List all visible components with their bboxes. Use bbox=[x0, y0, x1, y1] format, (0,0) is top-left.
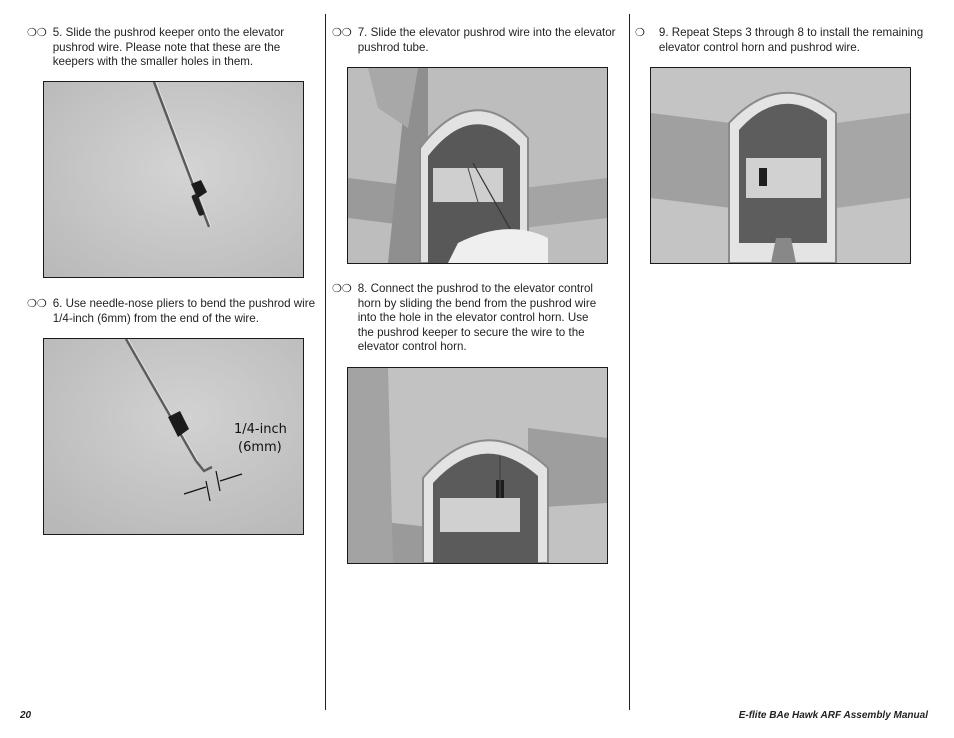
column-divider-2 bbox=[629, 14, 630, 710]
step-9-checkbox[interactable]: ❍ bbox=[635, 27, 645, 39]
callout-measure-inch: 1/4-inch bbox=[234, 422, 287, 437]
step-7-checkboxes[interactable]: ❍❍ bbox=[332, 27, 352, 39]
step-6-checkboxes[interactable]: ❍❍ bbox=[27, 298, 47, 310]
step-5-checkboxes[interactable]: ❍❍ bbox=[27, 27, 47, 39]
photo-pushrod-keeper bbox=[43, 81, 304, 278]
step-8-number: 8. bbox=[357, 282, 368, 295]
step-9-number: 9. bbox=[658, 26, 669, 39]
step-6-number: 6. bbox=[52, 297, 63, 310]
manual-title: E-flite BAe Hawk ARF Assembly Manual bbox=[738, 710, 928, 721]
step-7-number: 7. bbox=[357, 26, 368, 39]
pushrod-tube-illustration bbox=[348, 68, 607, 263]
step-9 bbox=[635, 26, 933, 55]
pushrod-keeper-illustration bbox=[44, 82, 303, 277]
step-5-number: 5. bbox=[52, 26, 63, 39]
step-5-text: Slide the pushrod keeper onto the elevator pushrod wire. Please note that these are the keepers with the smaller holes in them. bbox=[52, 26, 285, 69]
step-5 bbox=[27, 26, 312, 70]
bend-wire-illustration bbox=[44, 339, 303, 534]
photo-remaining-horn bbox=[650, 67, 911, 264]
step-6 bbox=[27, 297, 319, 326]
step-8-checkboxes[interactable]: ❍❍ bbox=[332, 283, 352, 295]
step-8-text: Connect the pushrod to the elevator control horn by sliding the bend from the pushrod wire into the hole in the elevator control horn. Use the pushrod keeper to secure the wire to the elevator control horn. bbox=[357, 282, 597, 354]
control-horn-illustration bbox=[348, 368, 607, 563]
step-8 bbox=[332, 282, 600, 355]
page-number: 20 bbox=[20, 710, 32, 721]
step-7 bbox=[332, 26, 622, 55]
step-6-text: Use needle-nose pliers to bend the pushrod wire 1/4-inch (6mm) from the end of the wire. bbox=[52, 297, 316, 325]
remaining-horn-illustration bbox=[651, 68, 910, 263]
column-divider-1 bbox=[325, 14, 326, 710]
step-7-text: Slide the elevator pushrod wire into the elevator pushrod tube. bbox=[357, 26, 616, 54]
step-9-text: Repeat Steps 3 through 8 to install the remaining elevator control horn and pushrod wire. bbox=[658, 26, 924, 54]
photo-bend-wire bbox=[43, 338, 304, 535]
photo-pushrod-tube bbox=[347, 67, 608, 264]
callout-measure-mm: (6mm) bbox=[238, 440, 282, 455]
photo-control-horn bbox=[347, 367, 608, 564]
